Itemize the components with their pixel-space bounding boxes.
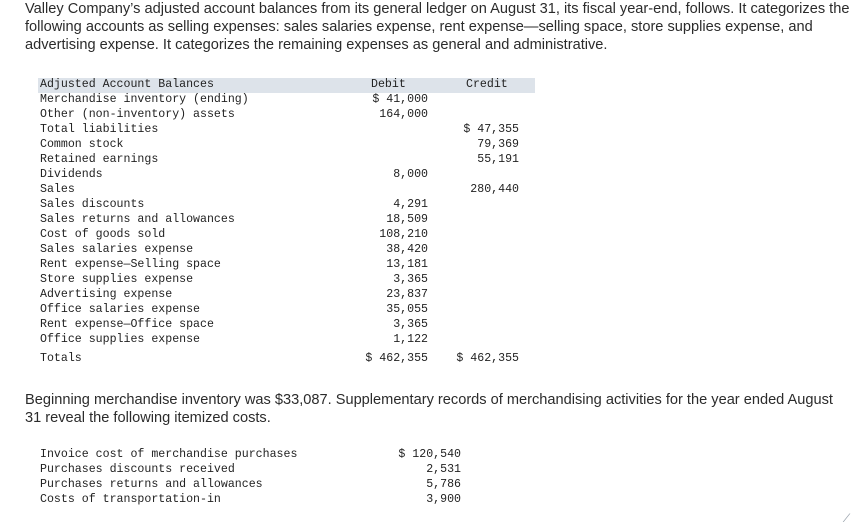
totals-label: Totals [40, 352, 82, 365]
table-row [38, 108, 535, 123]
account-cell: Sales salaries expense [40, 243, 194, 256]
credit-cell: 79,369 [477, 138, 519, 151]
list-item [38, 463, 463, 478]
header-account: Adjusted Account Balances [40, 78, 214, 91]
account-cell: Retained earnings [40, 153, 159, 166]
debit-cell: 3,365 [393, 318, 428, 331]
debit-cell: 18,509 [386, 213, 428, 226]
table-row [38, 303, 535, 318]
amount-cell: 2,531 [426, 463, 461, 476]
table-row [38, 168, 535, 183]
account-cell: Rent expense—Office space [40, 318, 214, 331]
account-cell: Store supplies expense [40, 273, 194, 286]
account-cell: Dividends [40, 168, 103, 181]
table-row [38, 93, 535, 108]
table-row [38, 318, 535, 333]
item-cell: Purchases discounts received [40, 463, 235, 476]
debit-cell: $ 41,000 [372, 93, 428, 106]
totals-debit: $ 462,355 [365, 352, 428, 365]
table-row [38, 123, 535, 138]
item-cell: Invoice cost of merchandise purchases [40, 448, 298, 461]
header-credit: Credit [466, 78, 508, 91]
item-cell: Purchases returns and allowances [40, 478, 263, 491]
account-cell: Common stock [40, 138, 124, 151]
account-cell: Cost of goods sold [40, 228, 166, 241]
amount-cell: $ 120,540 [398, 448, 461, 461]
table-row [38, 213, 535, 228]
account-cell: Office salaries expense [40, 303, 201, 316]
table-row [38, 258, 535, 273]
list-item [38, 478, 463, 493]
table-row [38, 333, 535, 348]
account-cell: Advertising expense [40, 288, 173, 301]
account-cell: Other (non-inventory) assets [40, 108, 235, 121]
debit-cell: 35,055 [386, 303, 428, 316]
table-row [38, 153, 535, 168]
table-row [38, 273, 535, 288]
account-cell: Rent expense—Selling space [40, 258, 221, 271]
amount-cell: 3,900 [426, 493, 461, 506]
table-row [38, 288, 535, 303]
credit-cell: $ 47,355 [463, 123, 519, 136]
table-row [38, 183, 535, 198]
totals-row [38, 352, 535, 367]
credit-cell: 280,440 [470, 183, 519, 196]
header-debit: Debit [371, 78, 406, 91]
credit-cell: 55,191 [477, 153, 519, 166]
intro-paragraph: Valley Company’s adjusted account balances from its general ledger on August 31, its fiscal year-end, follows. It categorizes the following accounts as selling expenses: sales salaries expense, rent expense—selling space, store supplies expense, and advertising expense. It categorizes the remaining expenses as general and administrative. [25, 1, 850, 53]
debit-cell: 8,000 [393, 168, 428, 181]
debit-cell: 23,837 [386, 288, 428, 301]
table-row [38, 243, 535, 258]
table-row [38, 228, 535, 243]
debit-cell: 38,420 [386, 243, 428, 256]
account-cell: Office supplies expense [40, 333, 201, 346]
account-cell: Sales [40, 183, 75, 196]
debit-cell: 4,291 [393, 198, 428, 211]
table-header-row [38, 78, 535, 93]
debit-cell: 1,122 [393, 333, 428, 346]
account-cell: Sales discounts [40, 198, 145, 211]
debit-cell: 164,000 [379, 108, 428, 121]
beginning-inventory-paragraph: Beginning merchandise inventory was $33,087. Supplementary records of merchandising activities for the year ended August 31 reveal the following itemized costs. [25, 392, 833, 426]
debit-cell: 3,365 [393, 273, 428, 286]
table-row [38, 198, 535, 213]
debit-cell: 108,210 [379, 228, 428, 241]
account-cell: Total liabilities [40, 123, 159, 136]
table-row [38, 138, 535, 153]
amount-cell: 5,786 [426, 478, 461, 491]
debit-cell: 13,181 [386, 258, 428, 271]
list-item [38, 448, 463, 463]
resize-handle-icon: ⁄ [845, 511, 848, 525]
item-cell: Costs of transportation-in [40, 493, 221, 506]
list-item [38, 493, 463, 508]
account-cell: Merchandise inventory (ending) [40, 93, 249, 106]
account-cell: Sales returns and allowances [40, 213, 235, 226]
totals-credit: $ 462,355 [456, 352, 519, 365]
